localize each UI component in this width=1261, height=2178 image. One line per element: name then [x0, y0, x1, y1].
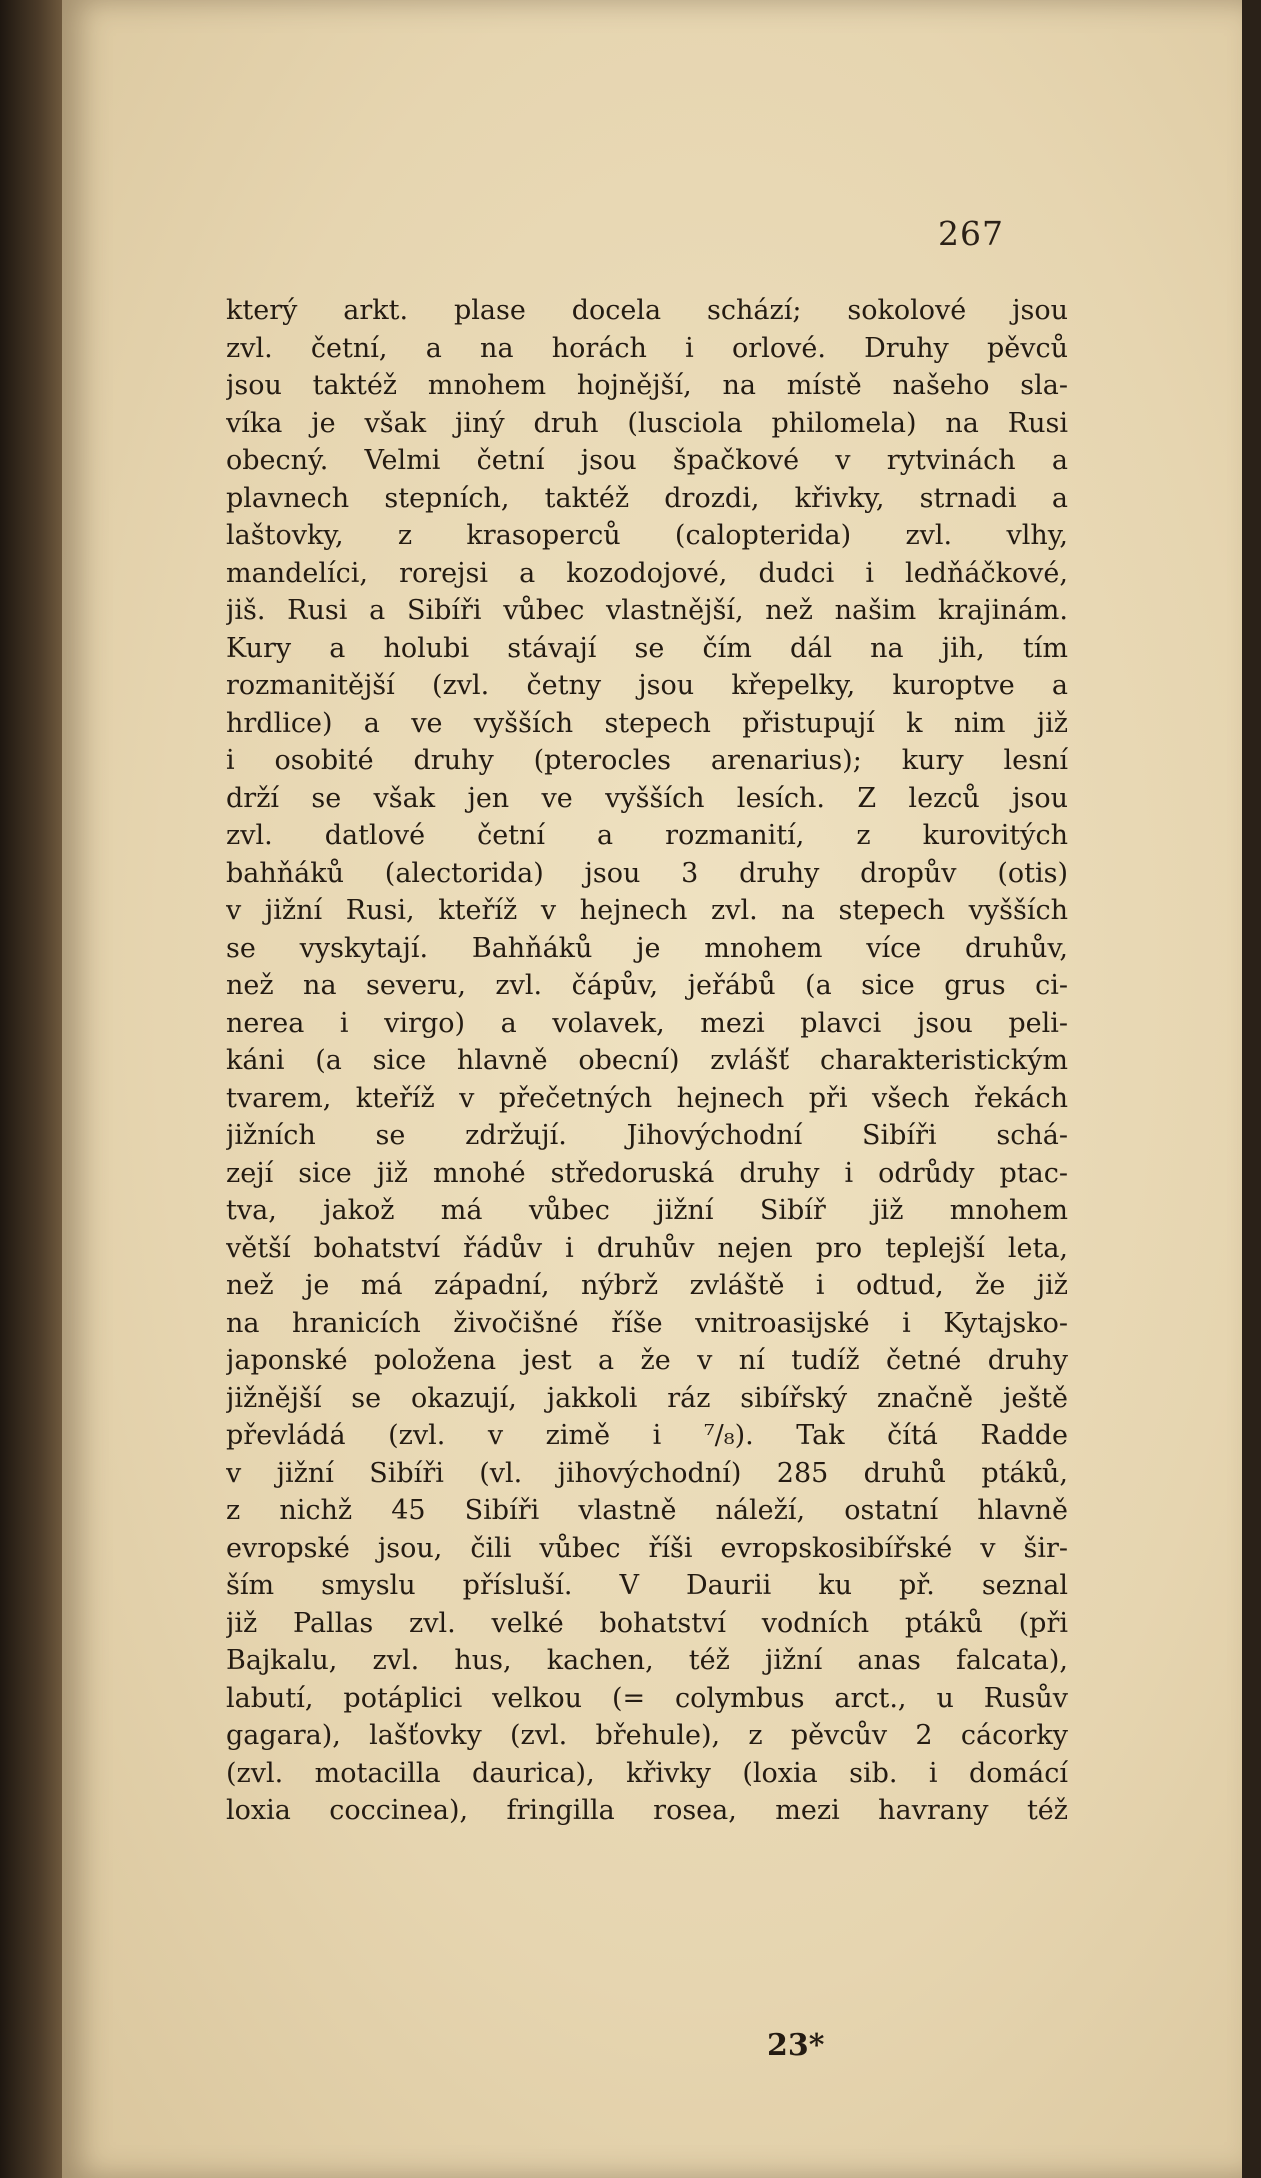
- text-line: evropské jsou, čili vůbec říši evropskosibířské v šir-: [226, 1532, 1068, 1564]
- text-line: převládá (zvl. v zimě i ⁷/₈). Tak čítá Radde: [226, 1420, 1068, 1451]
- text-line: Kury a holubi stávají se čím dál na jih, tím: [226, 632, 1068, 664]
- text-line: káni (a sice hlavně obecní) zvlášť charakteristickým: [226, 1045, 1068, 1076]
- text-line: mandelíci, rorejsi a kozodojové, dudci i ledňáčkové,: [226, 557, 1068, 589]
- text-line: již Pallas zvl. velké bohatství vodních ptáků (při: [226, 1607, 1068, 1639]
- text-line: gagara), lašťovky (zvl. břehule), z pěvcův 2 cácorky: [226, 1720, 1068, 1751]
- text-line: jiš. Rusi a Sibíři vůbec vlastnější, než našim krajinám.: [226, 595, 1068, 626]
- text-line: nerea i virgo) a volavek, mezi plavci jsou peli-: [226, 1007, 1068, 1039]
- text-line: (zvl. motacilla daurica), křivky (loxia sib. i domácí: [226, 1757, 1068, 1789]
- text-line: bahňáků (alectorida) jsou 3 druhy dropův (otis): [226, 857, 1068, 889]
- text-line: jižnější se okazují, jakkoli ráz sibířský značně ještě: [226, 1382, 1068, 1414]
- text-line: zvl. četní, a na horách i orlové. Druhy pěvců: [226, 332, 1068, 364]
- text-line: v jižní Rusi, kteříž v hejnech zvl. na stepech vyšších: [226, 895, 1068, 926]
- text-line: než je má západní, nýbrž zvláště i odtud, že již: [226, 1270, 1068, 1301]
- text-line: ším smyslu přísluší. V Daurii ku př. seznal: [226, 1570, 1068, 1601]
- book-page: [62, 0, 1242, 2178]
- text-line: laštovky, z krasoperců (calopterida) zvl. vlhy,: [226, 520, 1068, 551]
- text-line: tva, jakož má vůbec jižní Sibíř již mnohem: [226, 1195, 1068, 1226]
- text-line: loxia coccinea), fringilla rosea, mezi havrany též: [226, 1795, 1068, 1826]
- text-line: na hranicích živočišné říše vnitroasijské i Kytajsko-: [226, 1307, 1068, 1339]
- text-line: i osobité druhy (pterocles arenarius); kury lesní: [226, 745, 1068, 776]
- text-line: hrdlice) a ve vyšších stepech přistupují k nim již: [226, 707, 1068, 739]
- text-line: jsou taktéž mnohem hojnější, na místě našeho sla-: [226, 370, 1068, 401]
- text-line: v jižní Sibíři (vl. jihovýchodní) 285 druhů ptáků,: [226, 1457, 1068, 1489]
- text-line: rozmanitější (zvl. četny jsou křepelky, kuroptve a: [226, 670, 1068, 701]
- text-line: který arkt. plase docela schází; sokolové jsou: [226, 295, 1068, 326]
- signature-mark: 23*: [767, 2028, 825, 2063]
- body-text: [226, 292, 1068, 1830]
- page-number: 267: [938, 214, 1004, 253]
- text-line: se vyskytají. Bahňáků je mnohem více druhův,: [226, 932, 1068, 964]
- text-line: japonské položena jest a že v ní tudíž četné druhy: [226, 1345, 1068, 1376]
- text-line: zejí sice již mnohé středoruská druhy i odrůdy ptac-: [226, 1157, 1068, 1189]
- text-line: plavnech stepních, taktéž drozdi, křivky, strnadi a: [226, 482, 1068, 514]
- text-line: z nichž 45 Sibíři vlastně náleží, ostatní hlavně: [226, 1495, 1068, 1526]
- text-line: víka je však jiný druh (lusciola philomela) na Rusi: [226, 407, 1068, 439]
- book-spine-shadow: [0, 0, 70, 2178]
- text-line: labutí, potáplici velkou (= colymbus arct., u Rusův: [226, 1682, 1068, 1714]
- text-line: jižních se zdržují. Jihovýchodní Sibíři schá-: [226, 1120, 1068, 1151]
- text-line: tvarem, kteříž v přečetných hejnech při všech řekách: [226, 1082, 1068, 1114]
- text-line: zvl. datlové četní a rozmanití, z kurovitých: [226, 820, 1068, 851]
- text-line: Bajkalu, zvl. hus, kachen, též jižní anas falcata),: [226, 1645, 1068, 1676]
- text-line: než na severu, zvl. čápův, jeřábů (a sice grus ci-: [226, 970, 1068, 1001]
- text-line: větší bohatství řádův i druhův nejen pro teplejší leta,: [226, 1232, 1068, 1264]
- text-line: drží se však jen ve vyšších lesích. Z lezců jsou: [226, 782, 1068, 814]
- text-line: obecný. Velmi četní jsou špačkové v rytvinách a: [226, 445, 1068, 476]
